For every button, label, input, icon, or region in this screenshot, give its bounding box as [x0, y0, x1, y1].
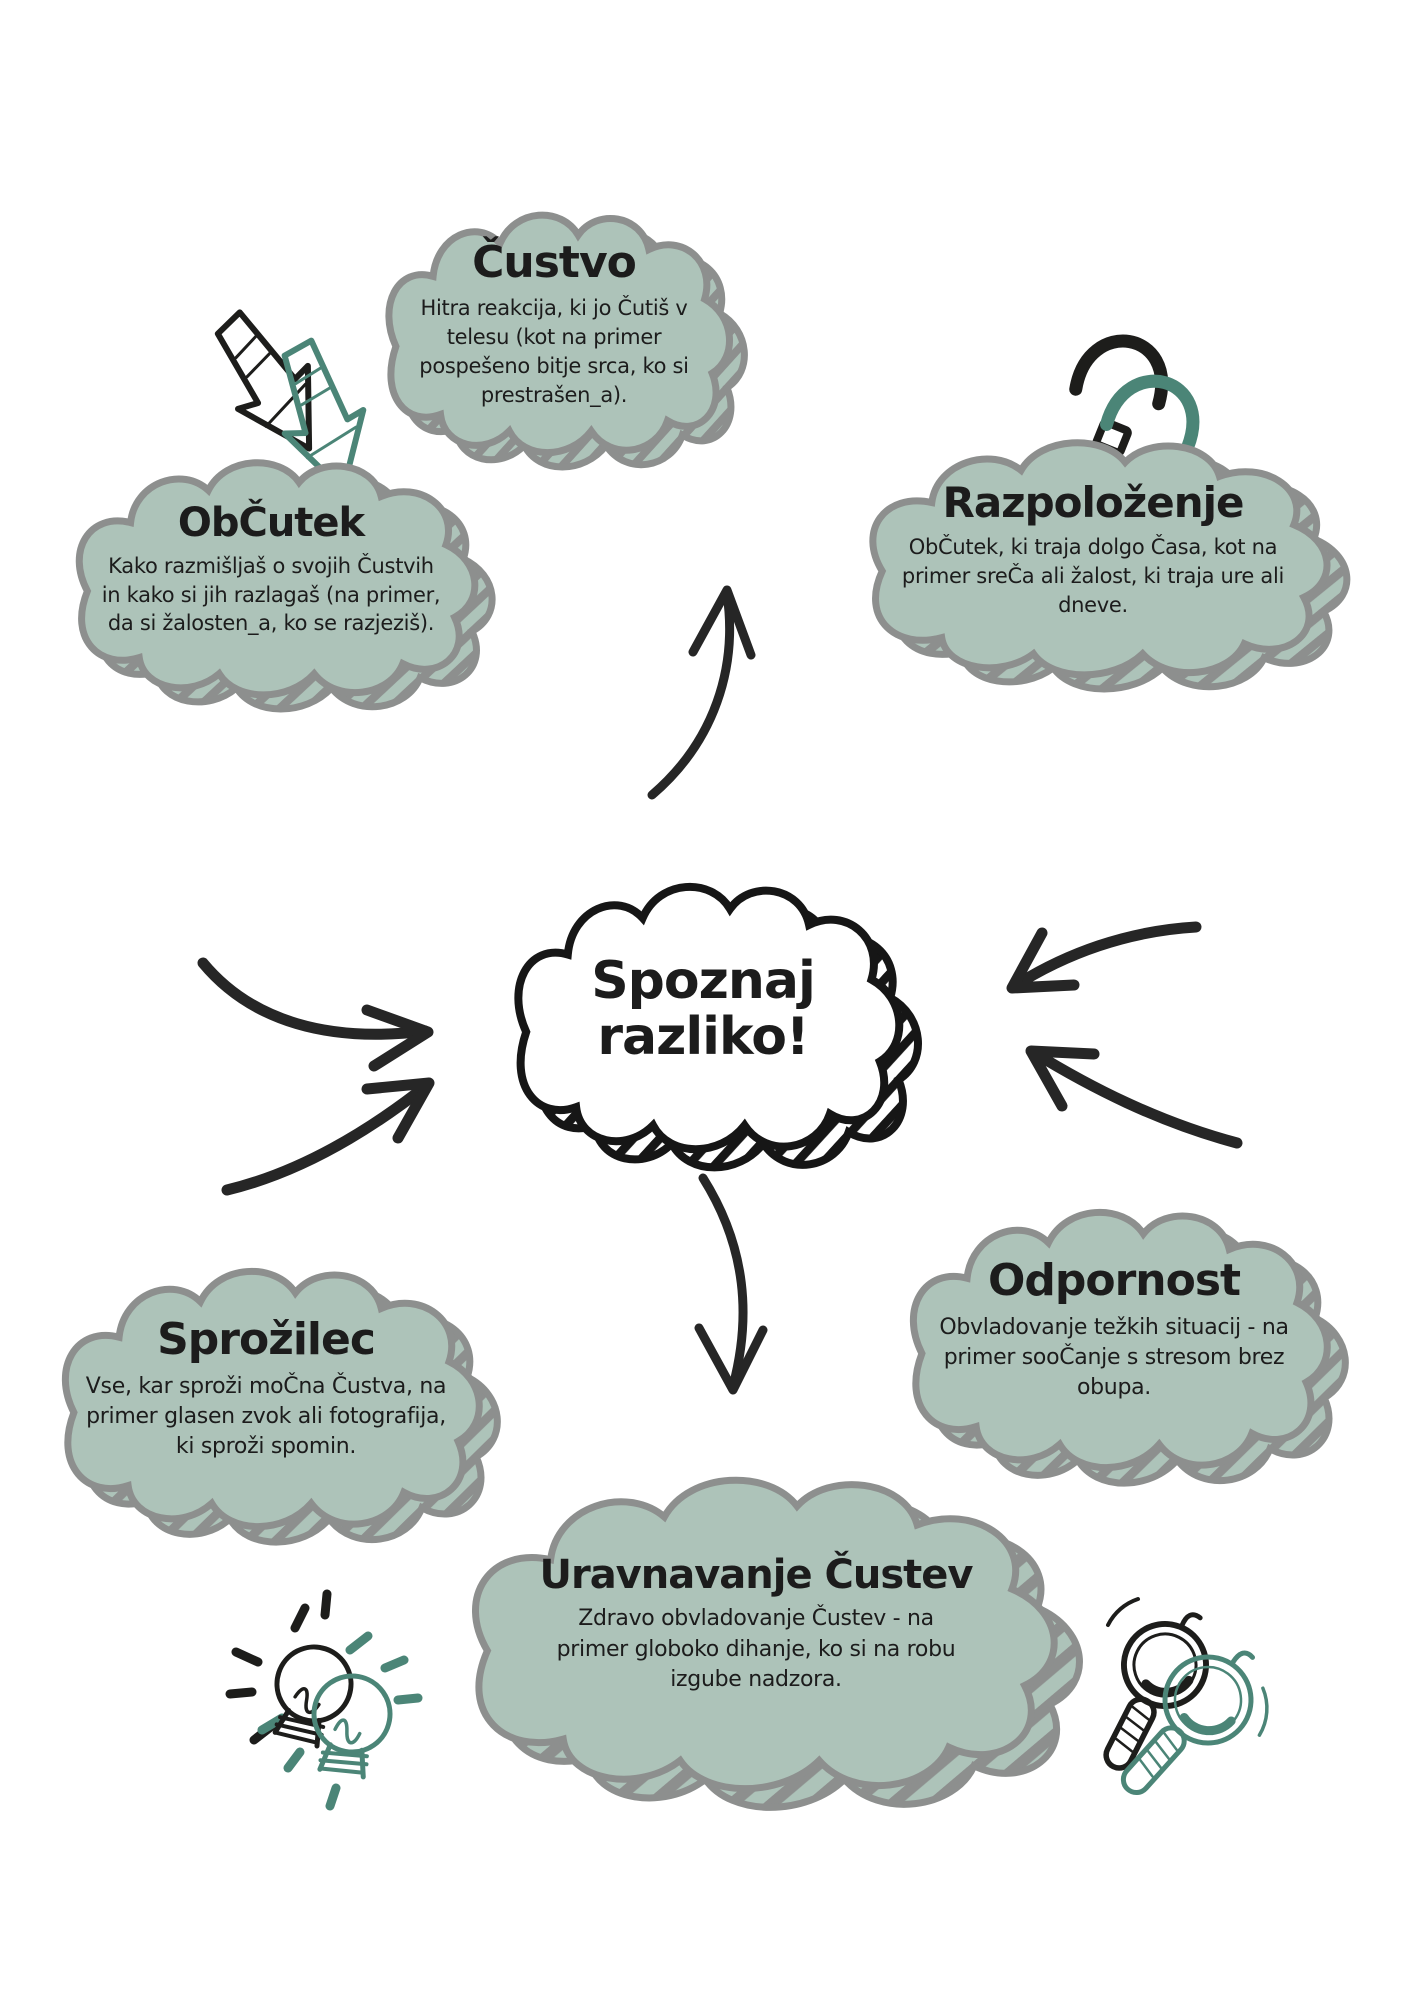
cloud-body-sprozilec: Vse, kar sproži moČna Čustva, na primer glasen zvok ali fotografija, ki sproži spomin.	[85, 1373, 447, 1460]
cloud-odpornost	[888, 1194, 1340, 1482]
cloud-razpolozenje	[845, 426, 1341, 688]
cloud-custvo	[368, 198, 740, 466]
cloud-title-sprozilec: Sprožilec	[157, 1314, 375, 1366]
cloud-body-razpolozenje: ObČutek, ki traja dolgo Časa, kot na primer sreČa ali žalost, ki traja ure ali dneve.	[901, 534, 1285, 617]
cloud-center-title	[495, 868, 911, 1164]
poster-title-line2: razliko!	[597, 1007, 809, 1067]
cloud-body-uravnavanje: Zdravo obvladovanje Čustev - na primer globoko dihanje, ko si na robu izgube nadzora.	[556, 1606, 956, 1693]
cloud-title-obcutek: ObČutek	[177, 499, 365, 546]
arrow-sprozilec-to-center	[227, 1083, 429, 1190]
cloud-title-razpolozenje: Razpoloženje	[942, 477, 1244, 527]
arrow-center-to-uravnavanje	[699, 1178, 763, 1390]
cloud-title-uravnavanje: Uravnavanje Čustev	[539, 1552, 973, 1599]
arrow-center-to-custvo	[652, 590, 751, 795]
arrow-razpolozenje-to-center	[1012, 927, 1196, 988]
cloud-obcutek	[55, 446, 487, 708]
arrow-obcutek-to-center	[203, 963, 428, 1066]
arrow-odpornost-to-center	[1031, 1051, 1237, 1143]
cloud-uravnavanje	[440, 1458, 1072, 1806]
cloud-body-custvo: Hitra reakcija, ki jo Čutiš v telesu (kot na primer pospešeno bitje srca, ko si prestrašen_a).	[419, 296, 689, 408]
magnifying-glass-doodle-icon	[1067, 1599, 1277, 1800]
poster-title-line1: Spoznaj	[591, 950, 815, 1011]
lightbulb-doodle-icon	[230, 1594, 418, 1806]
cloud-title-odpornost: Odpornost	[987, 1255, 1241, 1307]
cloud-body-obcutek: Kako razmišljaš o svojih Čustvih in kako si jih razlagaš (na primer, da si žalosten_a, ko se razjeziš).	[101, 553, 441, 636]
cloud-title-custvo: Čustvo	[472, 236, 636, 288]
cloud-sprozilec	[40, 1253, 492, 1541]
cloud-body-odpornost: Obvladovanje težkih situacij - na primer sooČanje s stresom brez obupa.	[939, 1314, 1289, 1401]
